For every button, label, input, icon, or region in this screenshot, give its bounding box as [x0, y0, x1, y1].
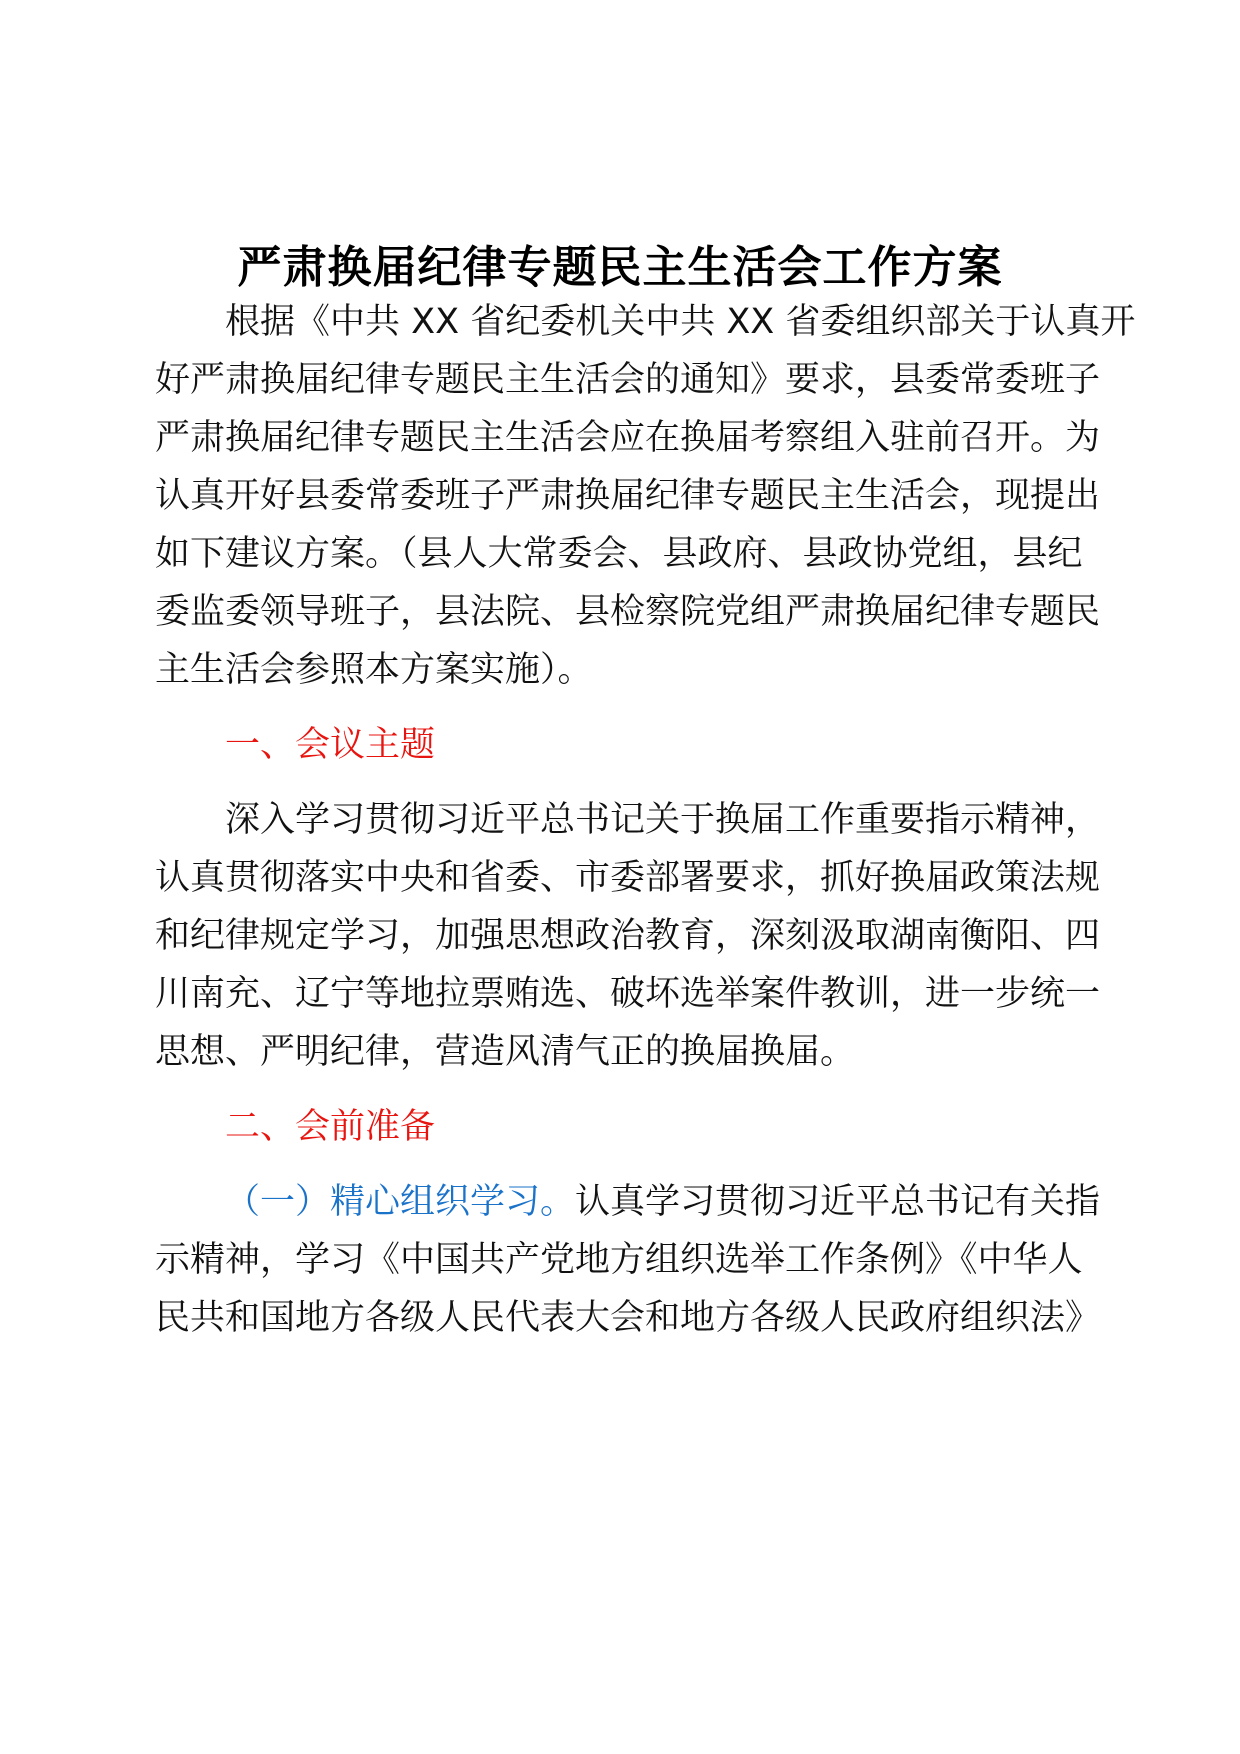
section1-line-3: 和纪律规定学习，加强思想政治教育，深刻汲取湖南衡阳、四 [155, 916, 1101, 956]
intro-line-6: 委监委领导班子，县法院、县检察院党组严肃换届纪律专题民 [155, 592, 1101, 632]
section1-line-5: 思想、严明纪律，营造风清气正的换届换届。 [155, 1032, 856, 1072]
section1-line-1: 深入学习贯彻习近平总书记关于换届工作重要指示精神， [225, 800, 1101, 840]
section2-line-1-text: 认真学习贯彻习近平总书记有关指 [575, 1182, 1101, 1222]
intro-line-7: 主生活会参照本方案实施）。 [155, 650, 593, 690]
intro-line-3: 严肃换届纪律专题民主生活会应在换届考察组入驻前召开。为 [155, 418, 1101, 458]
intro-line-4: 认真开好县委常委班子严肃换届纪律专题民主生活会，现提出 [155, 476, 1101, 516]
intro-line-1: 根据《中共 XX 省纪委机关中共 XX 省委组织部关于认真开 [225, 302, 1136, 342]
subsection-heading-study: （一）精心组织学习。 [225, 1182, 576, 1222]
section2-line-2: 示精神，学习《中国共产党地方组织选举工作条例》《中华人 [155, 1240, 1083, 1280]
section1-line-2: 认真贯彻落实中央和省委、市委部署要求，抓好换届政策法规 [155, 858, 1101, 898]
section-heading-preparation: 二、会前准备 [225, 1107, 436, 1147]
document-title: 严肃换届纪律专题民主生活会工作方案 [237, 242, 1003, 293]
section2-line-1 [225, 1180, 1101, 1224]
section2-line-3: 民共和国地方各级人民代表大会和地方各级人民政府组织法》 [155, 1298, 1101, 1338]
section-heading-topic: 一、会议主题 [225, 725, 436, 765]
intro-line-5: 如下建议方案。（县人大常委会、县政府、县政协党组，县纪 [155, 534, 1083, 574]
intro-line-2: 好严肃换届纪律专题民主生活会的通知》要求，县委常委班子 [155, 360, 1101, 400]
section1-line-4: 川南充、辽宁等地拉票贿选、破坏选举案件教训，进一步统一 [155, 974, 1101, 1014]
